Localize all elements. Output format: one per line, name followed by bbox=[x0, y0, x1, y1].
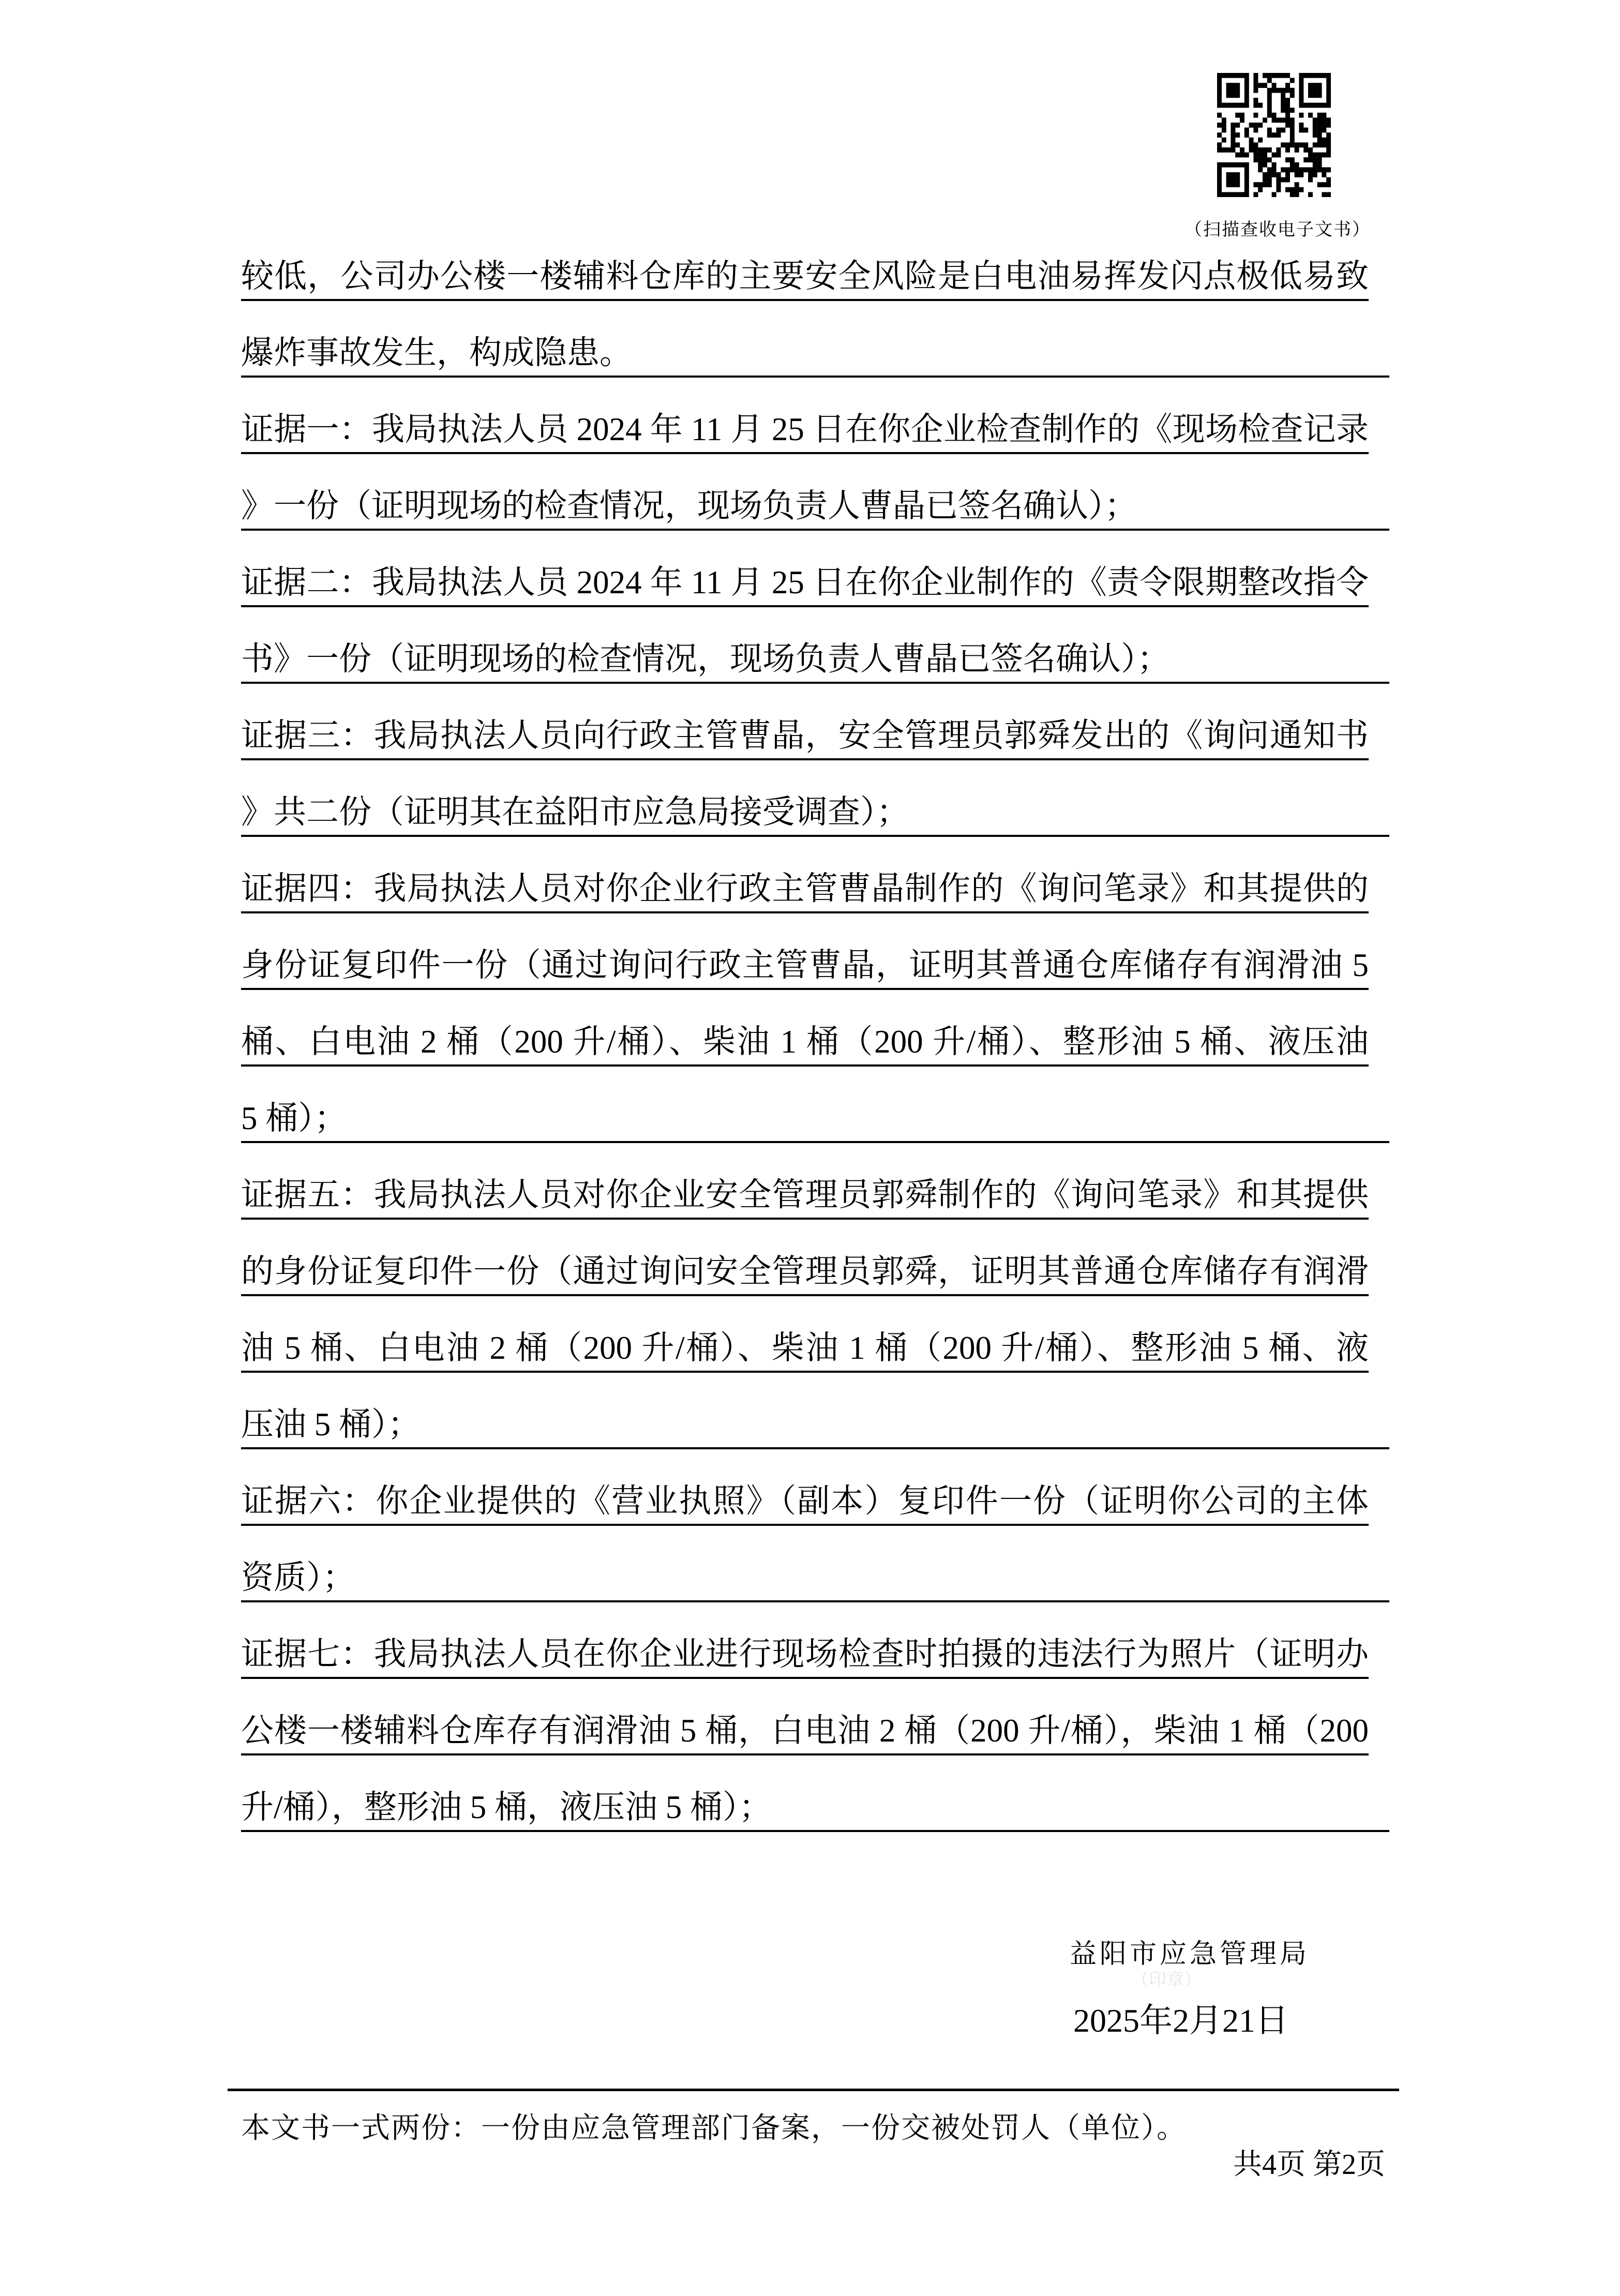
qr-code bbox=[1217, 73, 1331, 197]
issue-date: 2025年2月21日 bbox=[1073, 2002, 1288, 2039]
evidence-line bbox=[241, 607, 1389, 684]
evidence-line bbox=[241, 760, 1389, 837]
line-text: 资质）； bbox=[241, 1559, 355, 1596]
line-text: 压油 5 桶）； bbox=[241, 1406, 421, 1443]
line-text: 油 5 桶、白电油 2 桶（200 升/桶）、柴油 1 桶（200 升/桶）、整形油 5 桶、液 bbox=[241, 1330, 1369, 1366]
evidence-line bbox=[241, 301, 1389, 378]
evidence-line bbox=[241, 913, 1369, 990]
evidence-line bbox=[241, 684, 1369, 760]
evidence-line bbox=[241, 378, 1369, 454]
line-text: 证据六：你企业提供的《营业执照》（副本）复印件一份（证明你公司的主体 bbox=[241, 1483, 1369, 1519]
line-text: 5 桶）； bbox=[241, 1100, 347, 1136]
footer-note: 本文书一式两份：一份由应急管理部门备案，一份交被处罚人（单位）。 bbox=[241, 2112, 1187, 2144]
line-text: 公楼一楼辅料仓库存有润滑油 5 桶，白电油 2 桶（200 升/桶），柴油 1 桶（200 bbox=[241, 1713, 1369, 1749]
evidence-line bbox=[241, 1449, 1369, 1526]
issuing-organization: 益阳市应急管理局 bbox=[1070, 1940, 1310, 1969]
line-text: 升/桶），整形油 5 桶，液压油 5 桶）； bbox=[241, 1789, 772, 1825]
evidence-line bbox=[241, 837, 1369, 913]
line-text: 书》一份（证明现场的检查情况，现场负责人曹晶已签名确认）； bbox=[241, 641, 1170, 677]
evidence-line bbox=[241, 1067, 1389, 1143]
evidence-line bbox=[241, 1526, 1389, 1602]
evidence-line bbox=[241, 1755, 1389, 1832]
line-text: 证据四：我局执法人员对你企业行政主管曹晶制作的《询问笔录》和其提供的 bbox=[241, 871, 1369, 907]
line-text: 证据二：我局执法人员 2024 年 11 月 25 日在你企业制作的《责令限期整改指令 bbox=[241, 564, 1369, 601]
line-text: 》一份（证明现场的检查情况，现场负责人曹晶已签名确认）； bbox=[241, 488, 1137, 524]
evidence-line bbox=[241, 1679, 1369, 1755]
evidence-line bbox=[241, 531, 1369, 607]
line-text: 证据七：我局执法人员在你企业进行现场检查时拍摄的违法行为照片（证明办 bbox=[241, 1636, 1369, 1672]
line-text: 的身份证复印件一份（通过询问安全管理员郭舜，证明其普通仓库储存有润滑 bbox=[241, 1253, 1369, 1289]
line-text: 证据五：我局执法人员对你企业安全管理员郭舜制作的《询问笔录》和其提供 bbox=[241, 1177, 1369, 1213]
footer-divider bbox=[228, 2089, 1399, 2091]
page-count: 共4页 第2页 bbox=[1233, 2149, 1385, 2181]
seal-placeholder: （印章） bbox=[1131, 1971, 1202, 1990]
qr-caption: （扫描查收电子文书） bbox=[1184, 220, 1371, 239]
evidence-line bbox=[241, 1220, 1369, 1296]
line-text: 较低，公司办公楼一楼辅料仓库的主要安全风险是白电油易挥发闪点极低易致 bbox=[241, 258, 1369, 294]
evidence-line bbox=[241, 454, 1389, 531]
evidence-line bbox=[241, 1143, 1369, 1220]
evidence-line bbox=[241, 990, 1369, 1067]
line-text: 爆炸事故发生，构成隐患。 bbox=[241, 335, 632, 371]
evidence-line bbox=[241, 1602, 1369, 1679]
evidence-line bbox=[241, 1373, 1389, 1449]
evidence-line bbox=[241, 224, 1369, 301]
line-text: 身份证复印件一份（通过询问行政主管曹晶，证明其普通仓库储存有润滑油 5 bbox=[241, 947, 1369, 983]
line-text: 证据三：我局执法人员向行政主管曹晶，安全管理员郭舜发出的《询问通知书 bbox=[241, 717, 1369, 754]
line-text: 证据一：我局执法人员 2024 年 11 月 25 日在你企业检查制作的《现场检查记录 bbox=[241, 411, 1369, 447]
line-text: 》共二份（证明其在益阳市应急局接受调查）； bbox=[241, 794, 909, 830]
line-text: 桶、白电油 2 桶（200 升/桶）、柴油 1 桶（200 升/桶）、整形油 5 桶、液压油 bbox=[241, 1024, 1369, 1060]
evidence-line bbox=[241, 1296, 1369, 1373]
